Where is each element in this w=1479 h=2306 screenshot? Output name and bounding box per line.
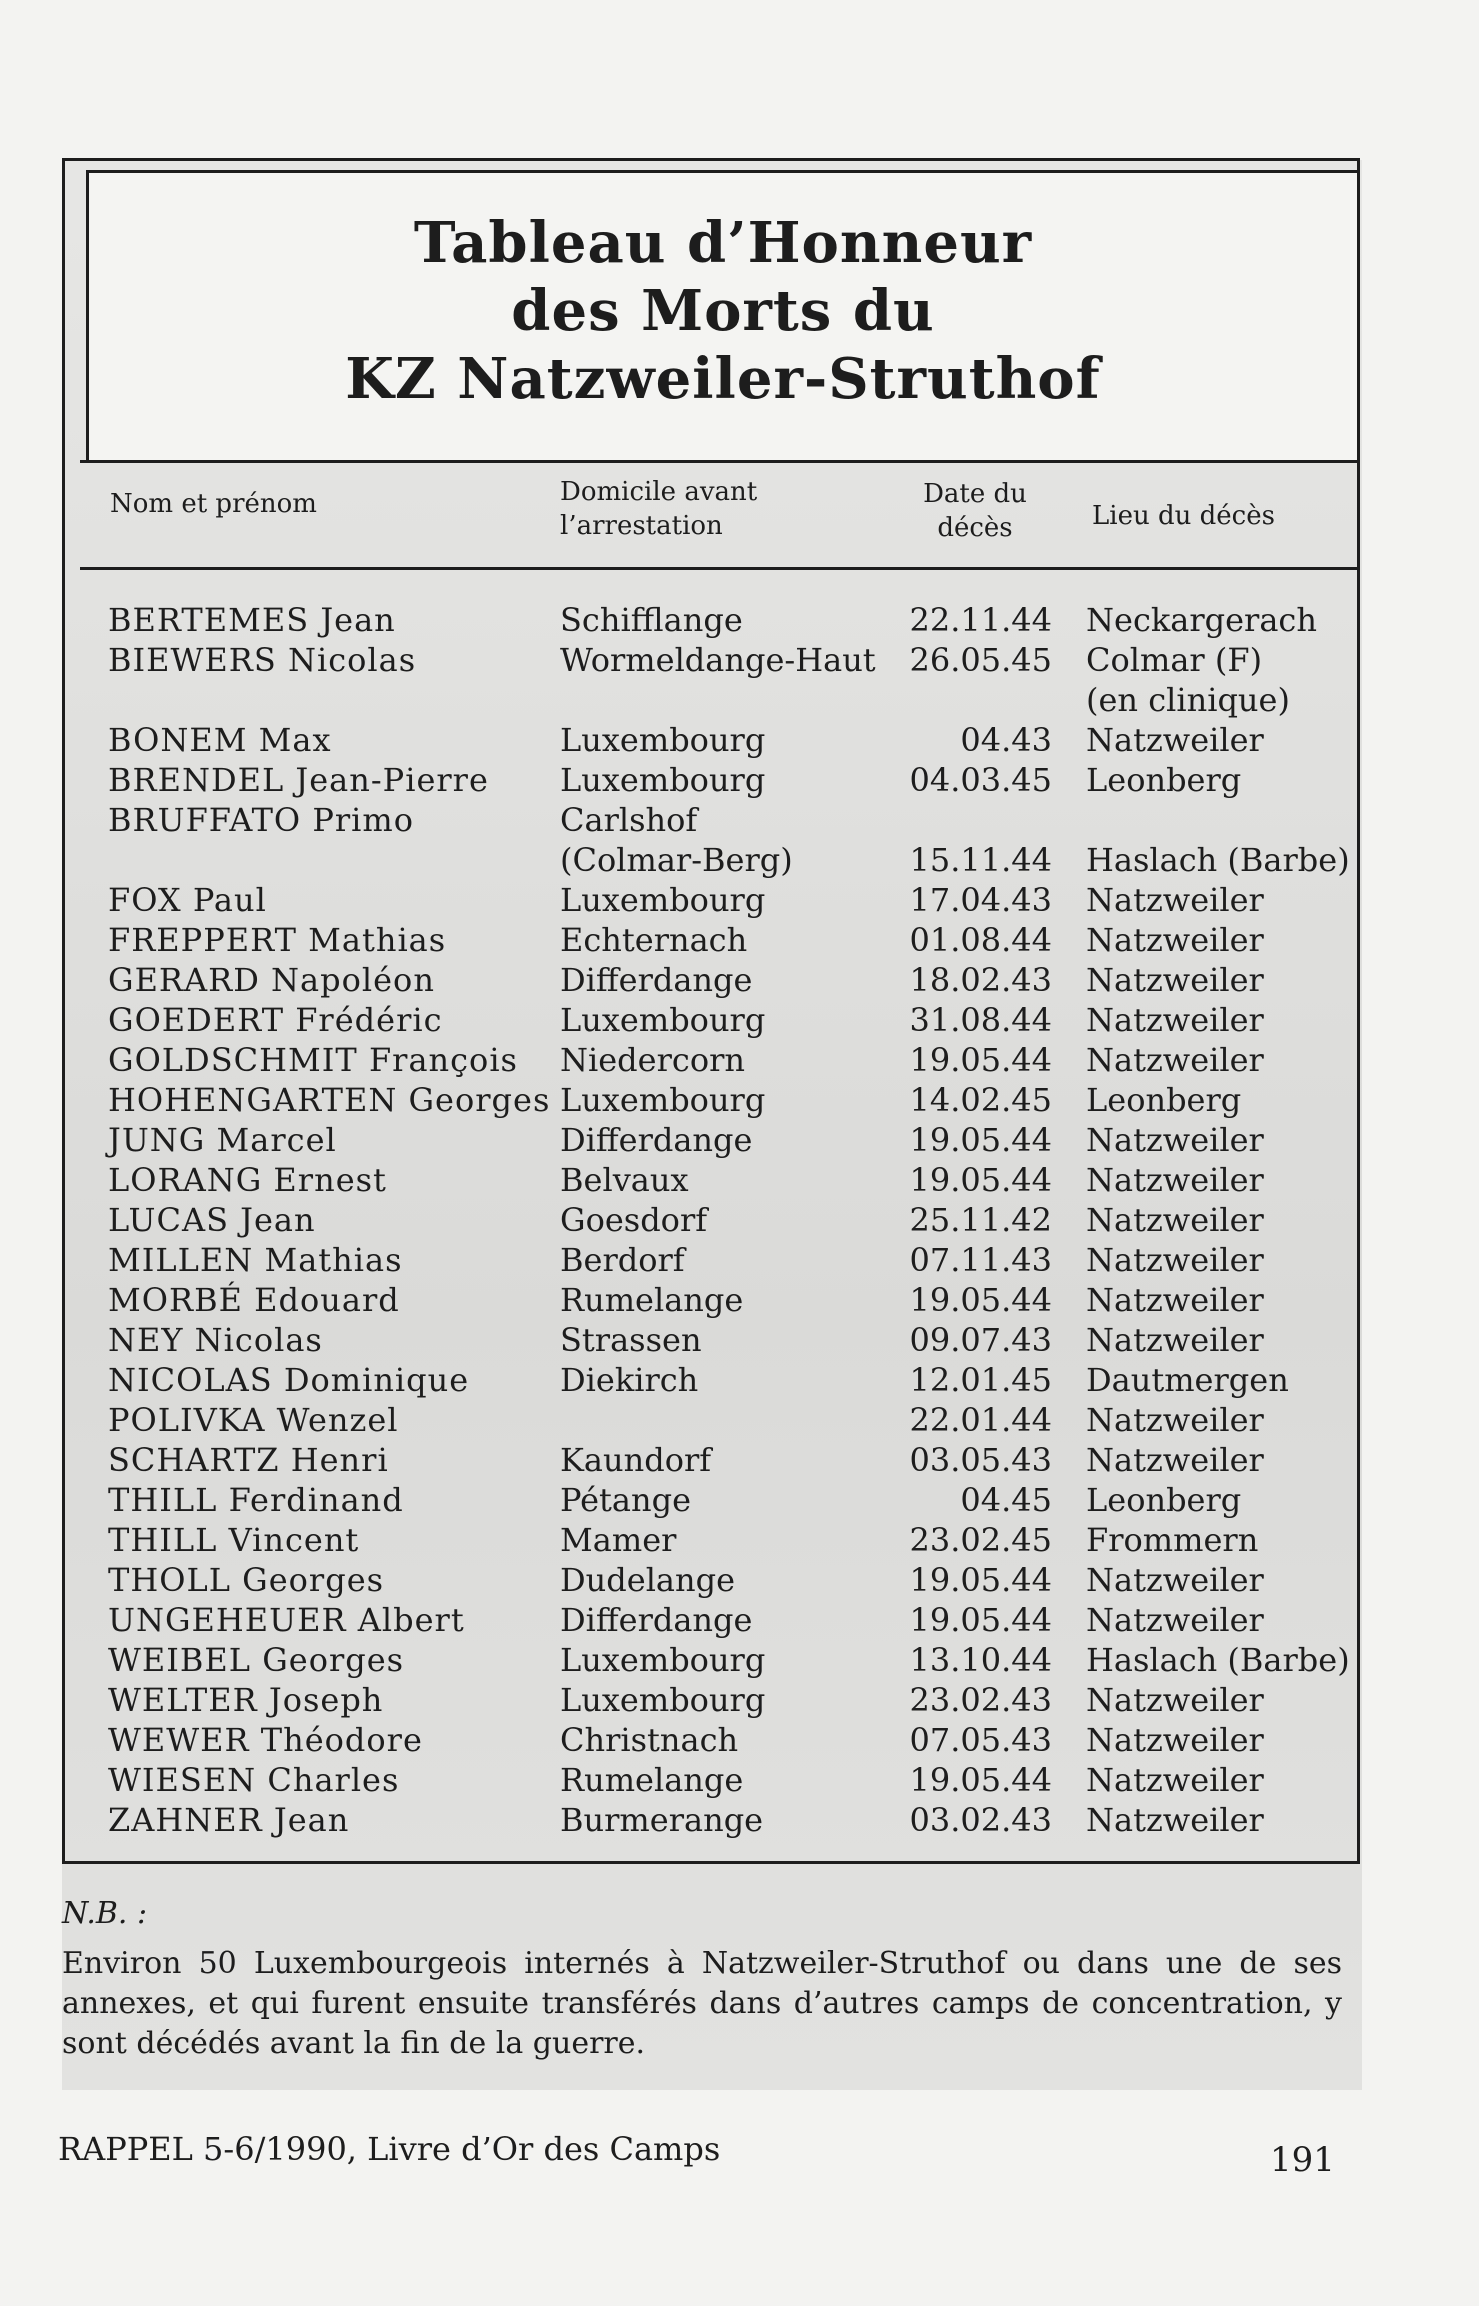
cell-lieu: Natzweiler xyxy=(1086,1681,1264,1719)
table-row xyxy=(96,600,1346,640)
cell-domicile: Mamer xyxy=(560,1521,677,1559)
cell-domicile: Belvaux xyxy=(560,1161,689,1199)
table-row xyxy=(96,1400,1346,1440)
cell-date: 22.01.44 xyxy=(909,1401,1052,1439)
cell-name: ZAHNER Jean xyxy=(108,1801,350,1839)
note-text: Environ 50 Luxembourgeois internés à Natzweiler-Struthof ou dans une de ses annexes, et qui furent ensuite transférés dans d’autres camps de concentration, y sont décédés avant la fin de la guerre. xyxy=(62,1946,1342,2061)
cell-domicile: Luxembourg xyxy=(560,881,766,919)
cell-date: 04.03.45 xyxy=(909,761,1052,799)
cell-lieu: Natzweiler xyxy=(1086,1761,1264,1799)
cell-domicile: Carlshof xyxy=(560,801,698,839)
cell-domicile: Berdorf xyxy=(560,1241,685,1279)
cell-date: 14.02.45 xyxy=(909,1081,1052,1119)
cell-lieu: Leonberg xyxy=(1086,761,1242,799)
table-row xyxy=(96,1360,1346,1400)
cell-name: MILLEN Mathias xyxy=(108,1241,403,1279)
cell-domicile: Luxembourg xyxy=(560,1001,766,1039)
cell-lieu: Colmar (F) xyxy=(1086,641,1263,679)
cell-lieu: Natzweiler xyxy=(1086,1161,1264,1199)
cell-lieu: Neckargerach xyxy=(1086,601,1317,639)
cell-lieu: Natzweiler xyxy=(1086,1441,1264,1479)
table-row xyxy=(96,800,1350,880)
cell-domicile: Schifflange xyxy=(560,601,743,639)
cell-date: 19.05.44 xyxy=(909,1161,1052,1199)
table-row xyxy=(96,960,1346,1000)
table-row xyxy=(96,880,1346,920)
cell-lieu: Natzweiler xyxy=(1086,1041,1264,1079)
cell-name: GERARD Napoléon xyxy=(108,961,435,999)
table-row xyxy=(96,720,1346,760)
cell-lieu: Haslach (Barbe) xyxy=(1086,841,1350,879)
cell-domicile: Burmerange xyxy=(560,1801,764,1839)
cell-name: POLIVKA Wenzel xyxy=(108,1401,399,1439)
cell-date: 07.05.43 xyxy=(909,1721,1052,1759)
cell-name: FOX Paul xyxy=(108,881,267,919)
table-row xyxy=(96,1440,1346,1480)
header-domicile xyxy=(560,475,757,543)
cell-domicile: Wormeldange-Haut xyxy=(560,641,876,679)
table-row xyxy=(96,1200,1346,1240)
cell-lieu: Dautmergen xyxy=(1086,1361,1289,1399)
cell-date: 17.04.43 xyxy=(909,881,1052,919)
cell-name: WELTER Joseph xyxy=(108,1681,384,1719)
cell-name: HOHENGARTEN Georges xyxy=(108,1081,551,1119)
cell-lieu: Natzweiler xyxy=(1086,1241,1264,1279)
cell-name: MORBÉ Edouard xyxy=(108,1281,400,1319)
header-date xyxy=(920,477,1030,545)
cell-date: 19.05.44 xyxy=(909,1761,1052,1799)
cell-date: 22.11.44 xyxy=(909,601,1052,639)
cell-name: UNGEHEUER Albert xyxy=(108,1601,465,1639)
cell-lieu: Natzweiler xyxy=(1086,921,1264,959)
cell-domicile: Goesdorf xyxy=(560,1201,708,1239)
cell-name: THILL Ferdinand xyxy=(108,1481,404,1519)
cell-domicile: Rumelange xyxy=(560,1281,744,1319)
table-row xyxy=(96,1600,1346,1640)
cell-lieu: Leonberg xyxy=(1086,1081,1242,1119)
cell-date: 09.07.43 xyxy=(909,1321,1052,1359)
cell-domicile: Luxembourg xyxy=(560,1081,766,1119)
cell-name: LUCAS Jean xyxy=(108,1201,316,1239)
cell-lieu: Natzweiler xyxy=(1086,1121,1264,1159)
cell-domicile: Dudelange xyxy=(560,1561,736,1599)
cell-date: 15.11.44 xyxy=(909,841,1052,879)
title-line-2: des Morts du xyxy=(511,278,935,344)
title-box xyxy=(86,170,1360,460)
cell-name: SCHARTZ Henri xyxy=(108,1441,389,1479)
cell-domicile: Luxembourg xyxy=(560,1681,766,1719)
cell-lieu: Frommern xyxy=(1086,1521,1259,1559)
cell-date: 13.10.44 xyxy=(909,1641,1052,1679)
table-row xyxy=(96,1560,1346,1600)
header-domicile-line1: Domicile avant xyxy=(560,477,758,507)
table-row xyxy=(96,920,1346,960)
cell-date: 19.05.44 xyxy=(909,1121,1052,1159)
cell-lieu-cont: (en clinique) xyxy=(1086,681,1290,719)
cell-domicile-cont: (Colmar-Berg) xyxy=(560,841,793,879)
cell-domicile: Differdange xyxy=(560,1601,753,1639)
cell-domicile: Luxembourg xyxy=(560,721,766,759)
header-date-line2: décès xyxy=(937,513,1013,543)
cell-date: 19.05.44 xyxy=(909,1561,1052,1599)
footer-source: RAPPEL 5-6/1990, Livre d’Or des Camps xyxy=(58,2130,721,2168)
cell-lieu: Natzweiler xyxy=(1086,1001,1264,1039)
cell-date: 04.45 xyxy=(960,1481,1052,1519)
cell-date: 31.08.44 xyxy=(909,1001,1052,1039)
page-number: 191 xyxy=(1270,2140,1335,2180)
cell-lieu: Natzweiler xyxy=(1086,1601,1264,1639)
cell-date: 19.05.44 xyxy=(909,1601,1052,1639)
table-row xyxy=(96,640,1346,720)
table-row xyxy=(96,1240,1346,1280)
table-header xyxy=(80,460,1360,570)
cell-lieu: Natzweiler xyxy=(1086,1561,1264,1599)
cell-domicile: Diekirch xyxy=(560,1361,699,1399)
cell-date: 12.01.45 xyxy=(909,1361,1052,1399)
table-row xyxy=(96,1040,1346,1080)
cell-domicile: Christnach xyxy=(560,1721,739,1759)
cell-name: BERTEMES Jean xyxy=(108,601,396,639)
table-row xyxy=(96,1160,1346,1200)
table-row xyxy=(96,1720,1346,1760)
table-row xyxy=(96,1280,1346,1320)
header-lieu: Lieu du décès xyxy=(1092,501,1275,531)
cell-lieu: Natzweiler xyxy=(1086,1401,1264,1439)
table-row xyxy=(96,1800,1346,1840)
cell-name: NEY Nicolas xyxy=(108,1321,323,1359)
cell-date: 07.11.43 xyxy=(909,1241,1052,1279)
cell-name: WEIBEL Georges xyxy=(108,1641,405,1679)
cell-lieu: Leonberg xyxy=(1086,1481,1242,1519)
cell-domicile: Echternach xyxy=(560,921,748,959)
cell-domicile: Pétange xyxy=(560,1481,691,1519)
cell-name: BRENDEL Jean-Pierre xyxy=(108,761,489,799)
cell-date: 23.02.45 xyxy=(909,1521,1052,1559)
cell-name: LORANG Ernest xyxy=(108,1161,387,1199)
cell-date: 26.05.45 xyxy=(909,641,1052,679)
cell-domicile: Rumelange xyxy=(560,1761,744,1799)
cell-lieu: Natzweiler xyxy=(1086,1721,1264,1759)
cell-domicile: Kaundorf xyxy=(560,1441,712,1479)
cell-date: 18.02.43 xyxy=(909,961,1052,999)
cell-date: 19.05.44 xyxy=(909,1281,1052,1319)
cell-date: 23.02.43 xyxy=(909,1681,1052,1719)
cell-date: 25.11.42 xyxy=(909,1201,1052,1239)
header-name: Nom et prénom xyxy=(110,489,317,519)
table-row xyxy=(96,1080,1346,1120)
table-row xyxy=(96,1120,1346,1160)
note-label: N.B. : xyxy=(62,1896,148,1931)
cell-name: BIEWERS Nicolas xyxy=(108,641,417,679)
table-row xyxy=(96,1680,1346,1720)
cell-name: BRUFFATO Primo xyxy=(108,801,414,839)
cell-name: WEWER Théodore xyxy=(108,1721,423,1759)
table-row xyxy=(96,1000,1346,1040)
table-body xyxy=(96,600,1350,1840)
cell-domicile: Differdange xyxy=(560,1121,753,1159)
table-row xyxy=(96,1520,1346,1560)
cell-date: 19.05.44 xyxy=(909,1041,1052,1079)
cell-lieu: Natzweiler xyxy=(1086,721,1264,759)
table-row xyxy=(96,1320,1346,1360)
cell-domicile: Luxembourg xyxy=(560,761,766,799)
cell-name: BONEM Max xyxy=(108,721,332,759)
cell-date: 01.08.44 xyxy=(909,921,1052,959)
cell-name: GOEDERT Frédéric xyxy=(108,1001,443,1039)
cell-lieu: Haslach (Barbe) xyxy=(1086,1641,1350,1679)
cell-lieu: Natzweiler xyxy=(1086,1801,1264,1839)
cell-name: FREPPERT Mathias xyxy=(108,921,447,959)
cell-name: GOLDSCHMIT François xyxy=(108,1041,518,1079)
cell-name: THOLL Georges xyxy=(108,1561,385,1599)
cell-lieu: Natzweiler xyxy=(1086,961,1264,999)
cell-name: WIESEN Charles xyxy=(108,1761,400,1799)
cell-name: NICOLAS Dominique xyxy=(108,1361,470,1399)
cell-date: 03.05.43 xyxy=(909,1441,1052,1479)
cell-date: 03.02.43 xyxy=(909,1801,1052,1839)
table-row xyxy=(96,1760,1346,1800)
cell-domicile: Differdange xyxy=(560,961,753,999)
header-domicile-line2: l’arrestation xyxy=(560,511,723,541)
table-row xyxy=(96,1640,1350,1680)
header-date-line1: Date du xyxy=(923,479,1027,509)
cell-lieu: Natzweiler xyxy=(1086,1201,1264,1239)
table-row xyxy=(96,1480,1346,1520)
cell-domicile: Luxembourg xyxy=(560,1641,766,1679)
cell-lieu: Natzweiler xyxy=(1086,881,1264,919)
table-row xyxy=(96,760,1346,800)
cell-date: 04.43 xyxy=(960,721,1052,759)
cell-lieu: Natzweiler xyxy=(1086,1281,1264,1319)
title-line-3: KZ Natzweiler-Struthof xyxy=(345,346,1101,412)
cell-lieu: Natzweiler xyxy=(1086,1321,1264,1359)
cell-name: THILL Vincent xyxy=(108,1521,360,1559)
cell-name: JUNG Marcel xyxy=(108,1121,337,1159)
cell-domicile: Niedercorn xyxy=(560,1041,745,1079)
cell-domicile: Strassen xyxy=(560,1321,702,1359)
title-line-1: Tableau d’Honneur xyxy=(413,210,1033,276)
